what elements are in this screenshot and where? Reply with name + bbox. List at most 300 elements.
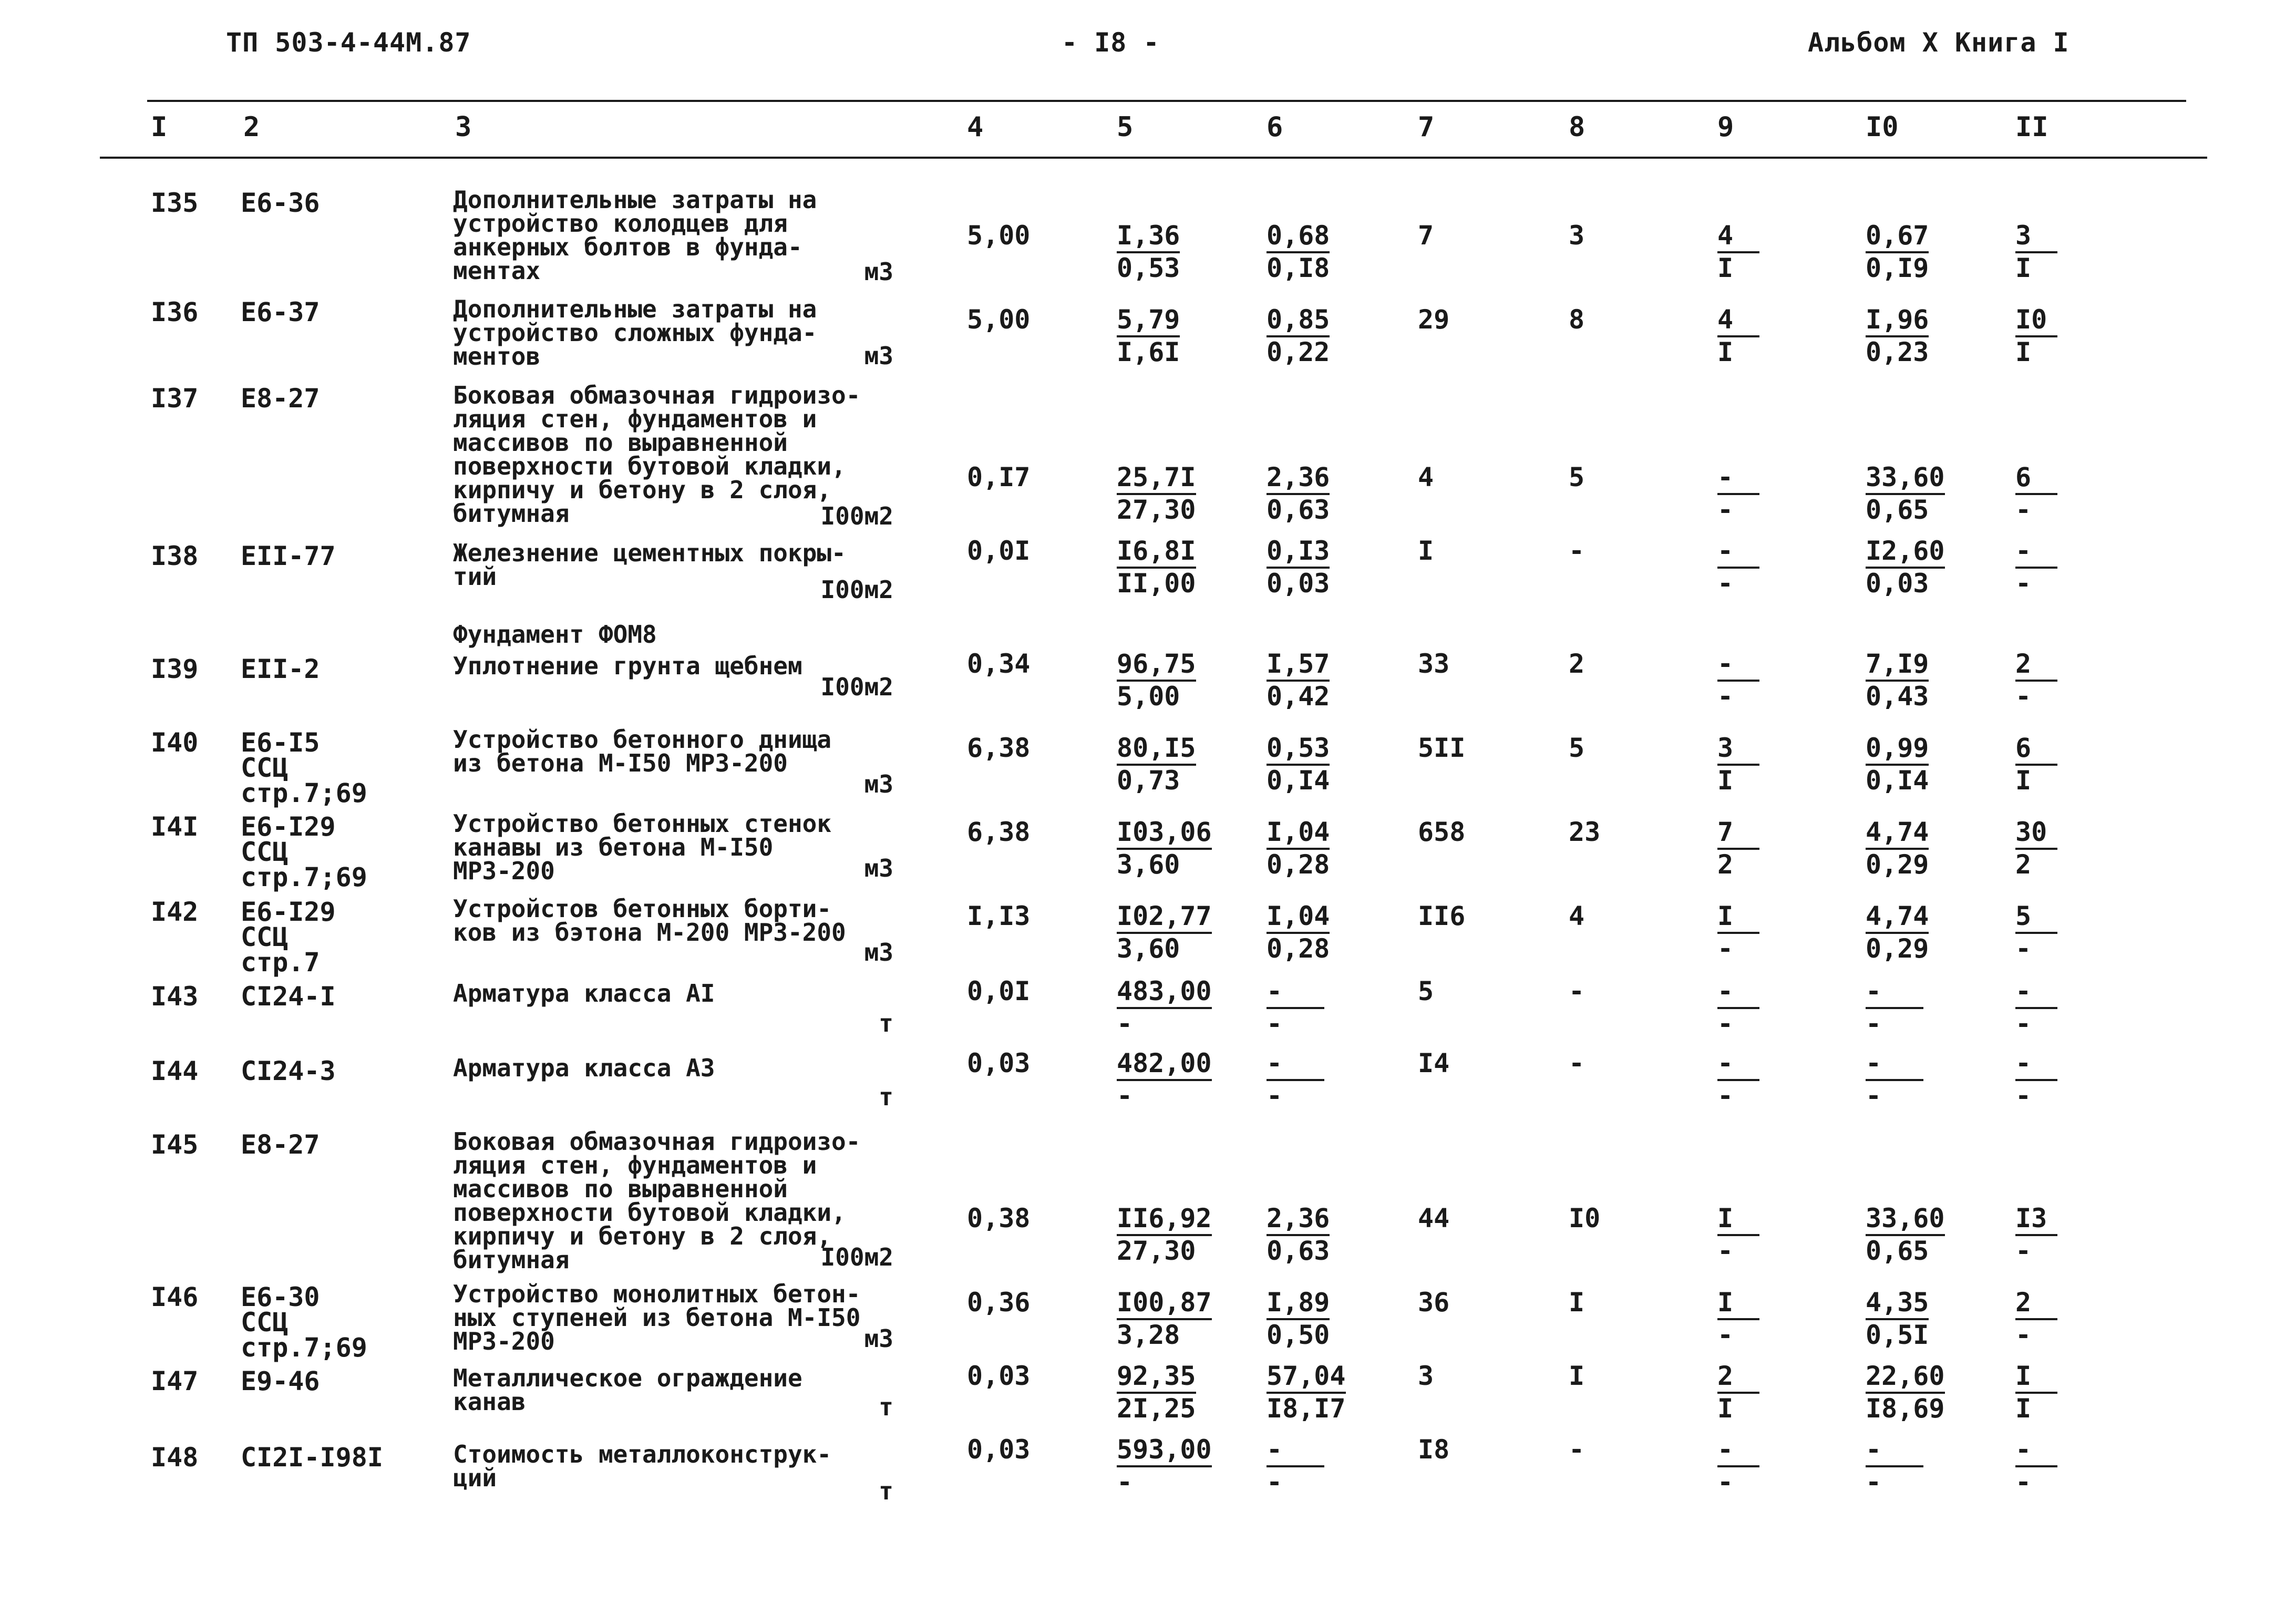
- fraction-c10: [1866, 817, 1929, 879]
- work-description: Устройстов бетонных борти- ков из бэтона М-200 МРЗ-200: [453, 895, 846, 947]
- fraction-denominator: -: [1267, 1009, 1283, 1039]
- fraction-c6: [1267, 976, 1324, 1039]
- fraction-denominator: -: [1717, 568, 1734, 599]
- fraction-c5: [1117, 1204, 1212, 1266]
- norm-code: СI24-3: [241, 1056, 336, 1086]
- col7-value: 29: [1418, 304, 1450, 335]
- fraction-denominator: 0,43: [1866, 681, 1929, 712]
- fraction-c9: [1717, 1361, 1759, 1423]
- section-title: Фундамент ФОМ8: [453, 620, 657, 649]
- fraction-denominator: 0,65: [1866, 495, 1929, 525]
- unit-of-measure: I00м2: [820, 673, 893, 701]
- norm-code: ССЦ: [241, 1307, 289, 1338]
- norm-code: Е8-27: [241, 383, 320, 414]
- fraction-denominator: -: [1717, 1467, 1734, 1497]
- fraction-c10: [1866, 1288, 1929, 1350]
- col-header-10: I0: [1866, 111, 1899, 143]
- fraction-c9: [1717, 817, 1759, 879]
- norm-code: стр.7;69: [241, 862, 367, 892]
- fraction-numerator: 96,75: [1117, 649, 1196, 682]
- fraction-c5: [1117, 221, 1180, 283]
- fraction-numerator: 30: [2015, 817, 2057, 850]
- col-header-2: 2: [243, 111, 260, 143]
- fraction-c10: [1866, 976, 1923, 1039]
- row-number: I39: [151, 654, 199, 684]
- fraction-numerator: -: [2015, 536, 2057, 569]
- unit-of-measure: м3: [864, 854, 893, 882]
- fraction-denominator: -: [2015, 495, 2032, 525]
- fraction-c11: [2015, 1361, 2057, 1423]
- fraction-denominator: 0,73: [1117, 765, 1180, 796]
- fraction-c10: [1866, 305, 1929, 367]
- fraction-numerator: -: [1717, 976, 1759, 1009]
- fraction-c5: [1117, 462, 1196, 525]
- fraction-c9: [1717, 1288, 1759, 1350]
- quantity: 0,I7: [967, 462, 1031, 492]
- fraction-numerator: 5,79: [1117, 305, 1180, 337]
- fraction-numerator: I: [1717, 901, 1759, 934]
- fraction-c11: [2015, 1048, 2057, 1111]
- fraction-numerator: II6,92: [1117, 1204, 1212, 1236]
- fraction-numerator: I3: [2015, 1204, 2057, 1236]
- fraction-numerator: -: [1717, 1048, 1759, 1081]
- fraction-numerator: -: [1717, 536, 1759, 569]
- fraction-denominator: -: [1717, 1320, 1734, 1350]
- fraction-c10: [1866, 1048, 1923, 1111]
- unit-of-measure: I00м2: [820, 502, 893, 530]
- fraction-numerator: 0,68: [1267, 221, 1330, 253]
- row-number: I42: [151, 897, 199, 927]
- fraction-denominator: I8,69: [1866, 1393, 1945, 1424]
- unit-of-measure: I00м2: [820, 575, 893, 604]
- fraction-numerator: I: [2015, 1361, 2057, 1394]
- fraction-c9: [1717, 649, 1759, 711]
- work-description: Дополнительные затраты на устройство колодцев для анкерных болтов в фунда- ментах: [453, 186, 817, 285]
- fraction-c10: [1866, 536, 1945, 598]
- work-description: Устройство бетонного днища из бетона М-I50 МРЗ-200: [453, 725, 832, 777]
- unit-of-measure: т: [879, 1393, 893, 1421]
- work-description: Железнение цементных покры- тий: [453, 539, 846, 591]
- fraction-c10: [1866, 733, 1929, 795]
- fraction-numerator: 593,00: [1117, 1435, 1212, 1467]
- unit-of-measure: м3: [864, 1324, 893, 1353]
- fraction-denominator: I: [1717, 1393, 1734, 1424]
- col8-value: -: [1569, 536, 1585, 566]
- fraction-denominator: 0,63: [1267, 1236, 1330, 1266]
- fraction-denominator: -: [2015, 1236, 2032, 1266]
- fraction-numerator: 6: [2015, 733, 2057, 766]
- fraction-c5: [1117, 1048, 1212, 1111]
- fraction-numerator: I: [1717, 1204, 1759, 1236]
- fraction-denominator: I: [1717, 337, 1734, 367]
- fraction-numerator: I,96: [1866, 305, 1929, 337]
- norm-code: стр.7;69: [241, 778, 367, 808]
- fraction-c10: [1866, 221, 1929, 283]
- fraction-numerator: 0,85: [1267, 305, 1330, 337]
- norm-code: Е6-36: [241, 188, 320, 218]
- unit-of-measure: м3: [864, 258, 893, 286]
- fraction-c9: [1717, 305, 1759, 367]
- fraction-denominator: I: [1717, 253, 1734, 283]
- fraction-numerator: I,04: [1267, 817, 1330, 850]
- row-number: I36: [151, 297, 199, 327]
- fraction-denominator: 0,63: [1267, 495, 1330, 525]
- work-description: Устройство монолитных бетон- ных ступеней из бетона М-I50 МРЗ-200: [453, 1280, 861, 1355]
- fraction-c6: [1267, 1288, 1330, 1350]
- fraction-denominator: 3,60: [1117, 933, 1180, 964]
- norm-code: стр.7: [241, 947, 320, 978]
- fraction-numerator: 2,36: [1267, 1204, 1330, 1236]
- quantity: 5,00: [967, 220, 1031, 251]
- fraction-c6: [1267, 1361, 1346, 1423]
- fraction-c11: [2015, 1204, 2057, 1266]
- quantity: 0,34: [967, 649, 1031, 679]
- fraction-numerator: I02,77: [1117, 901, 1212, 934]
- fraction-numerator: I,36: [1117, 221, 1180, 253]
- fraction-denominator: 3,28: [1117, 1320, 1180, 1350]
- fraction-numerator: -: [1267, 1435, 1324, 1467]
- fraction-denominator: -: [2015, 1320, 2032, 1350]
- fraction-numerator: -: [1267, 1048, 1324, 1081]
- fraction-denominator: -: [1267, 1081, 1283, 1111]
- fraction-numerator: 3: [2015, 221, 2057, 253]
- fraction-c11: [2015, 649, 2057, 711]
- fraction-numerator: -: [2015, 1435, 2057, 1467]
- fraction-denominator: 0,29: [1866, 933, 1929, 964]
- fraction-numerator: 2: [2015, 1288, 2057, 1320]
- row-number: I44: [151, 1056, 199, 1086]
- norm-code: СI24-I: [241, 981, 336, 1012]
- col7-value: 5II: [1418, 733, 1466, 763]
- fraction-numerator: I0: [2015, 305, 2057, 337]
- fraction-denominator: 0,5I: [1866, 1320, 1929, 1350]
- quantity: 6,38: [967, 733, 1031, 763]
- fraction-denominator: 0,28: [1267, 849, 1330, 880]
- fraction-denominator: -: [1717, 1236, 1734, 1266]
- fraction-c9: [1717, 462, 1759, 525]
- col8-value: I0: [1569, 1203, 1601, 1233]
- fraction-numerator: I,57: [1267, 649, 1330, 682]
- fraction-denominator: 0,29: [1866, 849, 1929, 880]
- col8-value: 5: [1569, 733, 1585, 763]
- norm-code: ЕII-2: [241, 654, 320, 684]
- fraction-c11: [2015, 817, 2057, 879]
- fraction-c9: [1717, 976, 1759, 1039]
- fraction-numerator: 4,35: [1866, 1288, 1929, 1320]
- fraction-c9: [1717, 1435, 1759, 1497]
- fraction-numerator: 4: [1717, 305, 1759, 337]
- fraction-c6: [1267, 649, 1330, 711]
- fraction-denominator: -: [1117, 1081, 1133, 1111]
- work-description: Дополнительные затраты на устройство сложных фунда- ментов: [453, 295, 817, 371]
- col8-value: 23: [1569, 817, 1601, 847]
- fraction-denominator: 27,30: [1117, 1236, 1196, 1266]
- fraction-denominator: -: [1717, 933, 1734, 964]
- fraction-c6: [1267, 1204, 1330, 1266]
- row-number: I45: [151, 1129, 199, 1160]
- fraction-denominator: -: [1866, 1467, 1882, 1497]
- fraction-denominator: -: [1267, 1467, 1283, 1497]
- col7-value: 658: [1418, 817, 1466, 847]
- norm-code: стр.7;69: [241, 1332, 367, 1363]
- fraction-denominator: 27,30: [1117, 495, 1196, 525]
- fraction-numerator: 2,36: [1267, 462, 1330, 495]
- fraction-numerator: 0,99: [1866, 733, 1929, 766]
- col7-value: 5: [1418, 976, 1434, 1006]
- col7-value: 4: [1418, 462, 1434, 492]
- fraction-denominator: -: [1866, 1009, 1882, 1039]
- fraction-numerator: -: [1717, 649, 1759, 682]
- col-header-8: 8: [1569, 111, 1585, 143]
- norm-code: ЕII-77: [241, 541, 336, 571]
- row-number: I48: [151, 1442, 199, 1473]
- fraction-numerator: 33,60: [1866, 1204, 1945, 1236]
- fraction-denominator: -: [1717, 681, 1734, 712]
- fraction-denominator: 0,42: [1267, 681, 1330, 712]
- fraction-denominator: 0,28: [1267, 933, 1330, 964]
- col8-value: I: [1569, 1361, 1585, 1391]
- fraction-c9: [1717, 1048, 1759, 1111]
- norm-code: Е6-I29: [241, 897, 336, 927]
- fraction-denominator: 0,I4: [1267, 765, 1330, 796]
- col7-value: 33: [1418, 649, 1450, 679]
- fraction-numerator: 7: [1717, 817, 1759, 850]
- fraction-numerator: -: [1267, 976, 1324, 1009]
- fraction-c9: [1717, 733, 1759, 795]
- fraction-numerator: I6,8I: [1117, 536, 1196, 569]
- fraction-c10: [1866, 462, 1945, 525]
- col-header-3: 3: [455, 111, 472, 143]
- top-rule: [147, 100, 2186, 102]
- fraction-denominator: -: [1717, 495, 1734, 525]
- work-description: Арматура класса АI: [453, 979, 715, 1008]
- fraction-c5: [1117, 305, 1180, 367]
- fraction-numerator: -: [1717, 1435, 1759, 1467]
- col-header-5: 5: [1117, 111, 1134, 143]
- fraction-denominator: -: [2015, 933, 2032, 964]
- fraction-denominator: I,6I: [1117, 337, 1180, 367]
- fraction-denominator: -: [1717, 1081, 1734, 1111]
- fraction-numerator: 482,00: [1117, 1048, 1212, 1081]
- fraction-numerator: 0,53: [1267, 733, 1330, 766]
- fraction-c5: [1117, 733, 1196, 795]
- col7-value: II6: [1418, 901, 1466, 931]
- col-header-9: 9: [1717, 111, 1734, 143]
- album-book: Альбом Х Книга I: [1808, 27, 2070, 58]
- col7-value: I8: [1418, 1434, 1450, 1465]
- fraction-c11: [2015, 462, 2057, 525]
- fraction-denominator: I: [2015, 253, 2032, 283]
- fraction-c6: [1267, 817, 1330, 879]
- fraction-denominator: 2I,25: [1117, 1393, 1196, 1424]
- fraction-denominator: 0,I8: [1267, 253, 1330, 283]
- col8-value: -: [1569, 1048, 1585, 1078]
- fraction-c10: [1866, 901, 1929, 963]
- quantity: 0,03: [967, 1361, 1031, 1391]
- fraction-denominator: -: [2015, 1009, 2032, 1039]
- fraction-denominator: I: [1717, 765, 1734, 796]
- fraction-c9: [1717, 1204, 1759, 1266]
- col7-value: I: [1418, 536, 1434, 566]
- work-description: Уплотнение грунта щебнем: [453, 652, 802, 680]
- col-header-6: 6: [1267, 111, 1283, 143]
- quantity: 5,00: [967, 304, 1031, 335]
- col8-value: 8: [1569, 304, 1585, 335]
- fraction-numerator: 22,60: [1866, 1361, 1945, 1394]
- unit-of-measure: т: [879, 1477, 893, 1505]
- fraction-c10: [1866, 649, 1929, 711]
- col7-value: 36: [1418, 1287, 1450, 1318]
- col8-value: I: [1569, 1287, 1585, 1318]
- fraction-c10: [1866, 1435, 1923, 1497]
- fraction-numerator: I,89: [1267, 1288, 1330, 1320]
- fraction-numerator: 4: [1717, 221, 1759, 253]
- fraction-denominator: 0,50: [1267, 1320, 1330, 1350]
- col-header-1: I: [151, 111, 168, 143]
- fraction-numerator: 4,74: [1866, 817, 1929, 850]
- fraction-denominator: I: [2015, 765, 2032, 796]
- fraction-denominator: 0,I9: [1866, 253, 1929, 283]
- fraction-numerator: -: [1866, 1048, 1923, 1081]
- header-rule: [100, 157, 2207, 159]
- fraction-numerator: -: [2015, 976, 2057, 1009]
- fraction-denominator: -: [2015, 1081, 2032, 1111]
- fraction-numerator: 80,I5: [1117, 733, 1196, 766]
- fraction-numerator: 4,74: [1866, 901, 1929, 934]
- col7-value: 3: [1418, 1361, 1434, 1391]
- norm-code: Е6-I29: [241, 811, 336, 842]
- fraction-numerator: 92,35: [1117, 1361, 1196, 1394]
- norm-code: Е6-30: [241, 1282, 320, 1312]
- fraction-c6: [1267, 305, 1330, 367]
- fraction-denominator: II,00: [1117, 568, 1196, 599]
- work-description: Боковая обмазочная гидроизо- ляция стен, фундаментов и массивов по выравненной поверхности бутовой кладки, кирпичу и бетону в 2 слоя, битумная: [453, 1127, 861, 1274]
- quantity: 6,38: [967, 817, 1031, 847]
- fraction-c6: [1267, 462, 1330, 525]
- col8-value: 3: [1569, 220, 1585, 251]
- fraction-c5: [1117, 536, 1196, 598]
- fraction-numerator: 25,7I: [1117, 462, 1196, 495]
- fraction-c9: [1717, 901, 1759, 963]
- unit-of-measure: м3: [864, 342, 893, 370]
- fraction-c5: [1117, 976, 1212, 1039]
- quantity: 0,36: [967, 1287, 1031, 1318]
- row-number: I37: [151, 383, 199, 414]
- fraction-numerator: 0,I3: [1267, 536, 1330, 569]
- col8-value: 4: [1569, 901, 1585, 931]
- fraction-c10: [1866, 1361, 1945, 1423]
- page-number: - I8 -: [1062, 27, 1160, 58]
- norm-code: СI2I-I98I: [241, 1442, 383, 1473]
- row-number: I46: [151, 1282, 199, 1312]
- row-number: I4I: [151, 811, 199, 842]
- fraction-c9: [1717, 221, 1759, 283]
- fraction-denominator: -: [1866, 1081, 1882, 1111]
- fraction-denominator: 5,00: [1117, 681, 1180, 712]
- fraction-c11: [2015, 1288, 2057, 1350]
- work-description: Металлическое ограждение канав: [453, 1364, 802, 1416]
- fraction-numerator: I00,87: [1117, 1288, 1212, 1320]
- norm-code: Е9-46: [241, 1366, 320, 1396]
- fraction-denominator: 0,22: [1267, 337, 1330, 367]
- fraction-denominator: 3,60: [1117, 849, 1180, 880]
- col7-value: 7: [1418, 220, 1434, 251]
- quantity: 0,0I: [967, 976, 1031, 1006]
- fraction-numerator: 2: [2015, 649, 2057, 682]
- fraction-c5: [1117, 1435, 1212, 1497]
- fraction-c6: [1267, 733, 1330, 795]
- fraction-numerator: -: [1717, 462, 1759, 495]
- col8-value: -: [1569, 976, 1585, 1006]
- fraction-denominator: -: [1117, 1467, 1133, 1497]
- fraction-denominator: 0,03: [1866, 568, 1929, 599]
- unit-of-measure: м3: [864, 770, 893, 798]
- norm-code: ССЦ: [241, 837, 289, 867]
- fraction-numerator: I: [1717, 1288, 1759, 1320]
- fraction-denominator: I: [2015, 1393, 2032, 1424]
- norm-code: Е8-27: [241, 1129, 320, 1160]
- fraction-numerator: 6: [2015, 462, 2057, 495]
- fraction-numerator: -: [1866, 976, 1923, 1009]
- fraction-c5: [1117, 1288, 1212, 1350]
- col8-value: 2: [1569, 649, 1585, 679]
- fraction-denominator: I8,I7: [1267, 1393, 1346, 1424]
- fraction-c11: [2015, 901, 2057, 963]
- quantity: I,I3: [967, 901, 1031, 931]
- fraction-denominator: 0,I4: [1866, 765, 1929, 796]
- work-description: Стоимость металлоконструк- ций: [453, 1440, 832, 1492]
- fraction-denominator: I: [2015, 337, 2032, 367]
- unit-of-measure: I00м2: [820, 1243, 893, 1271]
- fraction-c9: [1717, 536, 1759, 598]
- doc-code: ТП 503-4-44М.87: [226, 27, 471, 58]
- fraction-c11: [2015, 305, 2057, 367]
- fraction-c6: [1267, 536, 1330, 598]
- fraction-numerator: 2: [1717, 1361, 1759, 1394]
- fraction-c11: [2015, 221, 2057, 283]
- col7-value: I4: [1418, 1048, 1450, 1078]
- fraction-denominator: 0,65: [1866, 1236, 1929, 1266]
- fraction-c6: [1267, 1435, 1324, 1497]
- row-number: I47: [151, 1366, 199, 1396]
- fraction-numerator: 7,I9: [1866, 649, 1929, 682]
- fraction-c11: [2015, 1435, 2057, 1497]
- quantity: 0,38: [967, 1203, 1031, 1233]
- quantity: 0,03: [967, 1434, 1031, 1465]
- fraction-c6: [1267, 1048, 1324, 1111]
- work-description: Боковая обмазочная гидроизо- ляция стен, фундаментов и массивов по выравненной поверхности бутовой кладки, кирпичу и бетону в 2 слоя, битумная: [453, 381, 861, 528]
- fraction-c11: [2015, 733, 2057, 795]
- quantity: 0,0I: [967, 536, 1031, 566]
- fraction-numerator: 57,04: [1267, 1361, 1346, 1394]
- fraction-numerator: 33,60: [1866, 462, 1945, 495]
- fraction-denominator: 0,53: [1117, 253, 1180, 283]
- fraction-c5: [1117, 649, 1196, 711]
- unit-of-measure: т: [879, 1009, 893, 1037]
- norm-code: Е6-I5: [241, 727, 320, 758]
- col8-value: -: [1569, 1434, 1585, 1465]
- fraction-c11: [2015, 976, 2057, 1039]
- col-header-4: 4: [967, 111, 984, 143]
- fraction-denominator: 0,23: [1866, 337, 1929, 367]
- fraction-numerator: -: [1866, 1435, 1923, 1467]
- row-number: I40: [151, 727, 199, 758]
- fraction-denominator: -: [1117, 1009, 1133, 1039]
- fraction-denominator: -: [1717, 1009, 1734, 1039]
- fraction-numerator: 0,67: [1866, 221, 1929, 253]
- row-number: I43: [151, 981, 199, 1012]
- fraction-numerator: I03,06: [1117, 817, 1212, 850]
